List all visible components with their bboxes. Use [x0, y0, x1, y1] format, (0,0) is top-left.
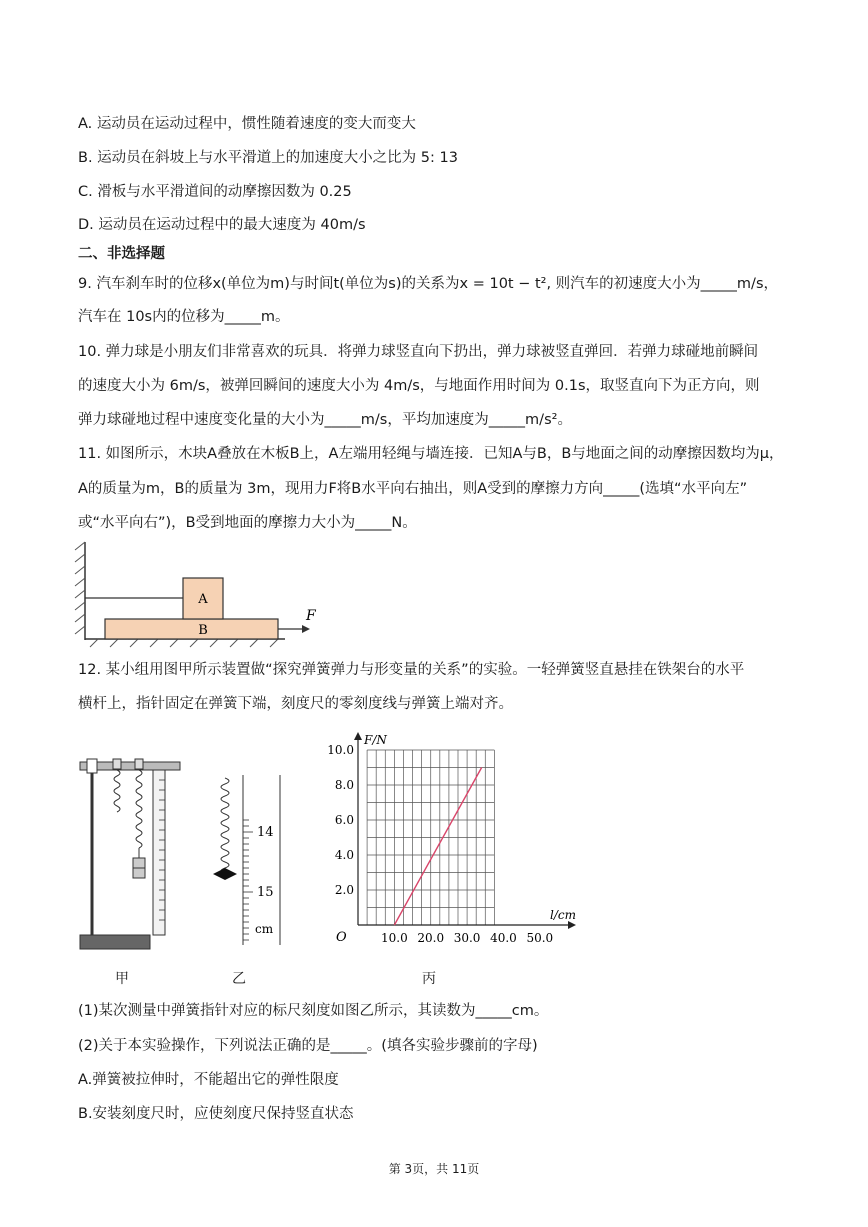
section-heading: 二、非选择题 [78, 246, 165, 262]
option-c: C. 滑板与水平滑道间的动摩擦因数为 0.25 [78, 184, 352, 200]
spring [221, 778, 229, 874]
stand-base [80, 935, 150, 949]
q12-option-a: A.弹簧被拉伸时，不能超出它的弹性限度 [78, 1072, 339, 1088]
q10-line1: 10. 弹力球是小朋友们非常喜欢的玩具．将弹力球竖直向下扔出，弹力球被竖直弹回．若弹力球碰地前瞬间 [78, 344, 759, 360]
chart-xlabel: l/cm [550, 908, 576, 922]
x-tick-label: 40.0 [490, 931, 517, 945]
q12-sub1: (1)某次测量中弹簧指针对应的标尺刻度如图乙所示，其读数为_____cm。 [78, 1003, 549, 1019]
caption-yi: 乙 [232, 971, 246, 987]
q12-option-b: B.安装刻度尺时，应使刻度尺保持竖直状态 [78, 1106, 354, 1122]
y-tick-label: 10.0 [327, 743, 354, 757]
force-label: F [306, 608, 316, 624]
caption-bing: 丙 [422, 971, 436, 987]
q11-line3: 或“水平向右”)，B受到地面的摩擦力大小为_____N。 [78, 515, 417, 531]
chart-tick-labels [327, 743, 553, 945]
ruler-label-14: 14 [257, 825, 274, 840]
stand-figure [75, 755, 190, 955]
block-a-label: A [198, 592, 208, 607]
q11-line1: 11. 如图所示，木块A叠放在木板B上，A左端用轻绳与墙连接．已知A与B，B与地面之间的动摩擦因数均为μ， [78, 446, 784, 462]
option-b: B. 运动员在斜坡上与水平滑道上的加速度大小之比为 5: 13 [78, 150, 458, 166]
q10-line2: 的速度大小为 6m/s，被弹回瞬间的速度大小为 4m/s，与地面作用时间为 0.1s，取竖直向下为正方向，则 [78, 378, 760, 394]
q10-line3: 弹力球碰地过程中速度变化量的大小为_____m/s，平均加速度为_____m/s²。 [78, 412, 572, 428]
force-arrow-head [302, 625, 310, 633]
chart-ylabel: F/N [364, 733, 387, 747]
caption-jia: 甲 [115, 971, 129, 987]
y-tick-label: 6.0 [334, 813, 354, 827]
series-line [394, 768, 481, 926]
block-b-label: B [198, 623, 208, 638]
q11-line2: A的质量为m，B的质量为 3m，现用力F将B水平向右抽出，则A受到的摩擦力方向_____(选填“水平向左” [78, 481, 748, 497]
chart-series [394, 768, 481, 926]
y-axis-arrow [354, 732, 362, 740]
pointer [213, 868, 237, 880]
ruler-unit: cm [255, 922, 274, 936]
q12-line2: 横杆上，指针固定在弹簧下端，刻度尺的零刻度线与弹簧上端对齐。 [78, 696, 513, 712]
ground-hatch [90, 639, 278, 647]
x-tick-label: 50.0 [526, 931, 554, 945]
q11-figure [70, 540, 330, 650]
y-tick-label: 8.0 [334, 778, 354, 792]
ruler-closeup-figure [205, 770, 295, 955]
chart-origin: O [336, 930, 347, 945]
q12-line1: 12. 某小组用图甲所示装置做“探究弹簧弹力与形变量的关系”的实验。一轻弹簧竖直悬挂在铁架台的水平 [78, 662, 745, 678]
chart-axes [354, 732, 576, 929]
weight-1 [133, 858, 145, 868]
spring-left [114, 770, 120, 812]
x-tick-label: 30.0 [453, 931, 481, 945]
clamp [87, 759, 97, 773]
x-tick-label: 10.0 [381, 931, 408, 945]
q12-sub2: (2)关于本实验操作，下列说法正确的是_____。(填各实验步骤前的字母) [78, 1038, 538, 1054]
weight-2 [133, 868, 145, 878]
ruler-label-15: 15 [257, 885, 274, 900]
option-a: A. 运动员在运动过程中，惯性随着速度的变大而变大 [78, 116, 416, 132]
wall-hatch [75, 542, 85, 634]
ruler-minor-ticks [243, 820, 253, 940]
board-b [105, 619, 278, 639]
y-tick-label: 4.0 [334, 848, 354, 862]
option-d: D. 运动员在运动过程中的最大速度为 40m/s [78, 217, 366, 233]
q9-line2: 汽车在 10s内的位移为_____m。 [78, 309, 290, 325]
force-length-chart [320, 725, 580, 950]
x-tick-label: 20.0 [417, 931, 445, 945]
page-footer: 第 3页，共 11页 [388, 1162, 480, 1176]
x-axis-arrow [568, 921, 576, 929]
y-tick-label: 2.0 [334, 883, 354, 897]
spring-right [136, 770, 142, 848]
chart-grid [367, 750, 494, 925]
q9-line1: 9. 汽车刹车时的位移x(单位为m)与时间t(单位为s)的关系为x = 10t − t², 则汽车的初速度大小为_____m/s， [78, 276, 778, 292]
